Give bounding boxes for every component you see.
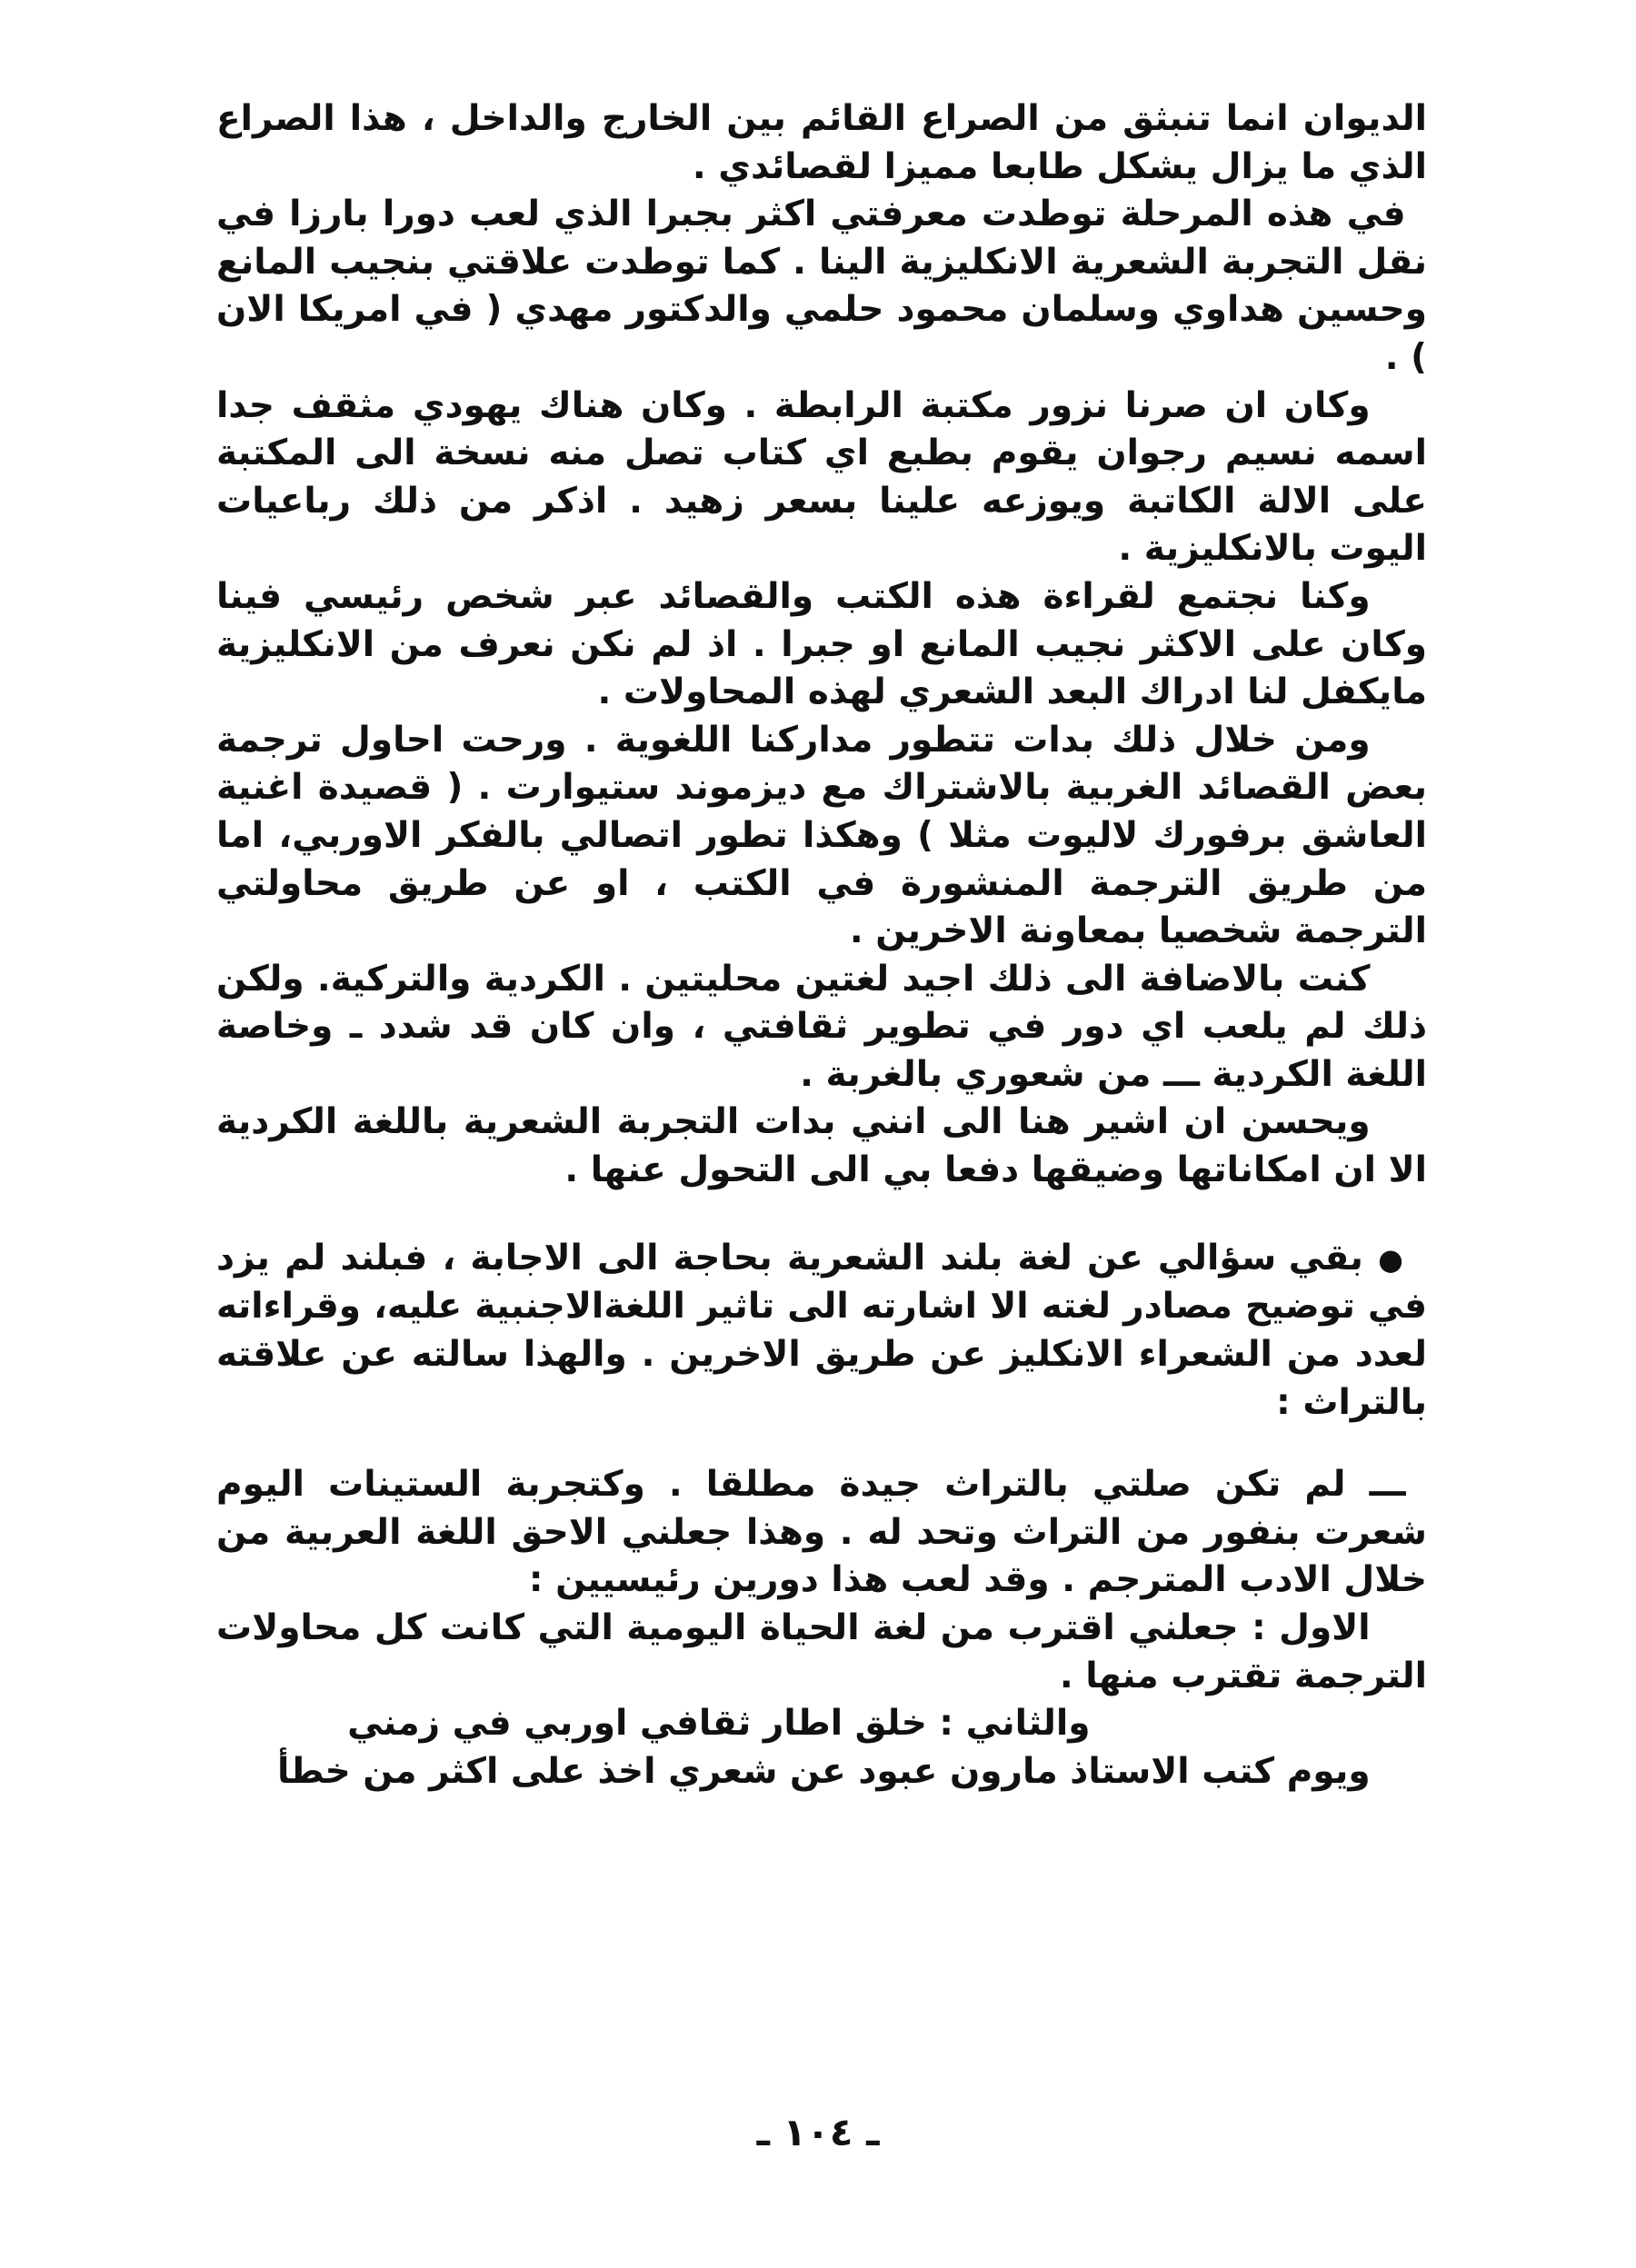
paragraph-6: كنت بالاضافة الى ذلك اجيد لغتين محليتين . الكردية والتركية. ولكن ذلك لم يلعب اي دور في تطوير ثقافتي ، وان كان قد شدد ـ وخاصة اللغة الكردية ـــ من شعوري بالغربة . [216,958,1427,1095]
paragraph-question [216,1235,1427,1427]
paragraph-second-point: والثاني : خلق اطار ثقافي اوربي في زمني [347,1703,1091,1745]
paragraph-5: ومن خلال ذلك بدات تتطور مداركنا اللغوية . ورحت احاول ترجمة بعض القصائد الغربية بالاشتراك مع ديزموند ستيوارت . ( قصيدة اغنية العاشق برفورك لاليوت مثلا ) وهكذا تطور اتصالي بالفكر الاوربي، اما من طريق الترجمة المنشورة في الكتب ، او عن طريق محاولتي الترجمة شخصيا بمعاونة الاخرين . [216,719,1427,952]
document-body [216,95,1427,1796]
paragraph-question-text: بقي سؤالي عن لغة بلند الشعرية بحاجة الى الاجابة ، فبلند لم يزد في توضيح مصادر لغته الا اشارته الى تاثير اللغةالاجنبية عليه، وقراءاته لعدد من الشعراء الانكليز عن طريق الاخرين . والهذا سالته عن علاقته بالتراث : [216,1237,1427,1423]
paragraph-4: وكنا نجتمع لقراءة هذه الكتب والقصائد عبر شخص رئيسي فينا وكان على الاكثر نجيب المانع او جبرا . اذ لم نكن نعرف من الانكليزية مايكفل لنا ادراك البعد الشعري لهذه المحاولات . [216,575,1427,713]
paragraph-7: ويحسن ان اشير هنا الى انني بدات التجربة الشعرية باللغة الكردية الا ان امكاناتها وضيقها دفعا بي الى التحول عنها . [216,1101,1427,1191]
paragraph-1: الديوان انما تنبثق من الصراع القائم بين الخارج والداخل ، هذا الصراع الذي ما يزال يشكل طابعا مميزا لقصائدي . [216,98,1427,187]
paragraph-answer: ـــ لم تكن صلتي بالتراث جيدة مطلقا . وكتجربة الستينات اليوم شعرت بنفور من التراث وتحد له . وهذا جعلني الاحق اللغة العربية من خلال الادب المترجم . وقد لعب هذا دورين رئيسيين : [216,1464,1427,1601]
paragraph-2: في هذه المرحلة توطدت معرفتي اكثر بجبرا الذي لعب دورا بارزا في نقل التجربة الشعرية الانكليزية الينا . كما توطدت علاقتي بنجيب المانع وحسين هداوي وسلمان محمود حلمي والدكتور مهدي ( في امريكا الان ) . [216,194,1427,378]
page-number: ـ ١٠٤ ـ [756,2110,880,2154]
paragraph-first-point: الاول : جعلني اقترب من لغة الحياة اليومية التي كانت كل محاولات الترجمة تقترب منها . [216,1607,1427,1696]
paragraph-last-line: ويوم كتب الاستاذ مارون عبود عن شعري اخذ على اكثر من خطأ [276,1750,1371,1792]
bullet-icon: ● [1378,1241,1406,1277]
paragraph-3: وكان ان صرنا نزور مكتبة الرابطة . وكان هناك يهودي مثقف جدا اسمه نسيم رجوان يقوم بطبع اي كتاب تصل منه نسخة الى المكتبة على الالة الكاتبة ويوزعه علينا بسعر زهيد . اذكر من ذلك رباعيات اليوت بالانكليزية . [216,384,1427,570]
